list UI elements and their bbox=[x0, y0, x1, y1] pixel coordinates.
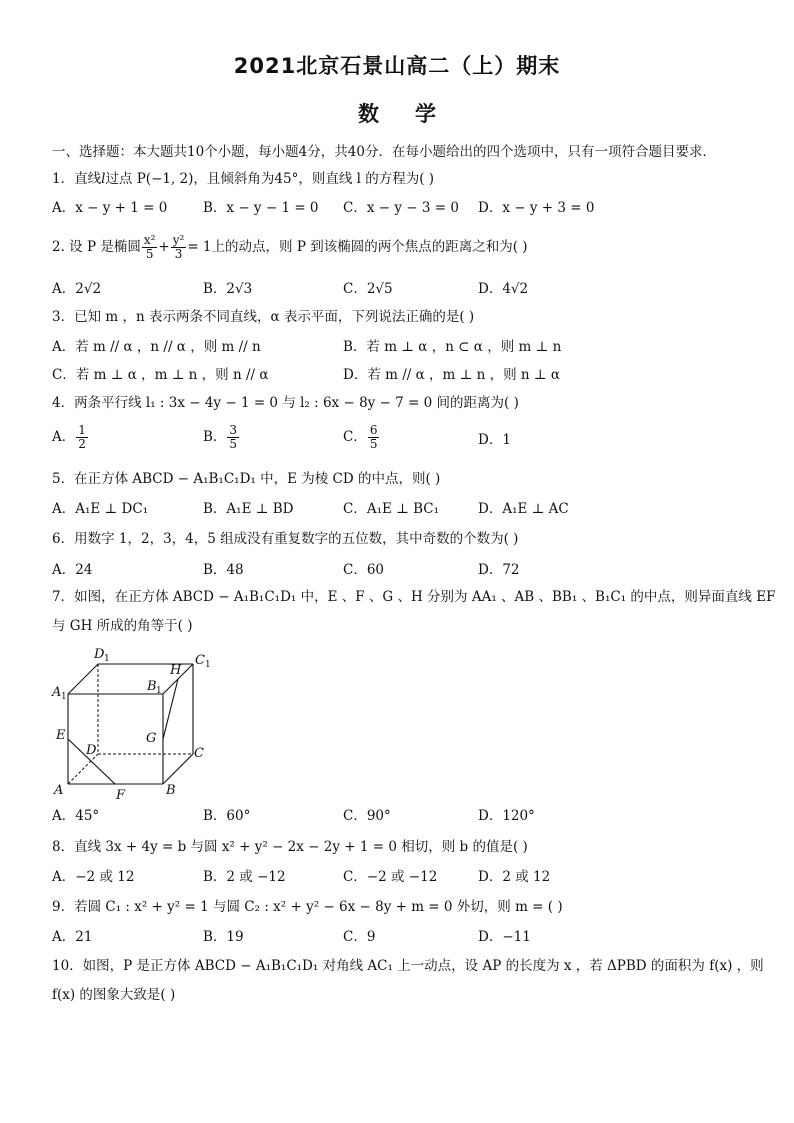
question-10: 10．如图，P 是正方体 ABCD − A₁B₁C₁D₁ 对角线 AC₁ 上一动点，设 AP 的长度为 x ，若 ΔPBD 的面积为 f(x) ，则 bbox=[52, 958, 764, 974]
q7-option-b: B．60° bbox=[203, 808, 251, 824]
page-title: 2021北京石景山高二（上）期末 bbox=[233, 54, 561, 78]
q1-option-d: D．x − y + 3 = 0 bbox=[478, 200, 595, 216]
q7-option-a: A．45° bbox=[52, 808, 100, 824]
label-a: A bbox=[54, 783, 64, 798]
label-b1: B bbox=[147, 679, 157, 694]
question-3: 3．已知 m ，n 表示两条不同直线，α 表示平面，下列说法正确的是( ) bbox=[52, 309, 475, 325]
label-a1-sub: 1 bbox=[61, 692, 67, 702]
q1-option-c: C．x − y − 3 = 0 bbox=[343, 200, 459, 216]
q8-option-c: C．−2 或 −12 bbox=[343, 869, 438, 885]
q7-option-c: C．90° bbox=[343, 808, 391, 824]
label-b: B bbox=[166, 783, 176, 798]
section-heading: 一、选择题：本大题共10个小题，每小题4分，共40分．在每小题给出的四个选项中，只有一项符合题目要求． bbox=[52, 144, 716, 160]
q6-option-a: A．24 bbox=[52, 562, 93, 578]
question-2: 2. 设 P 是椭圆 $\frac{\text{x²}}{5}$ + $\frac{\text{y²}}{3}$ = 1上的动点，则 P 到该椭圆的两个焦点的距离之和为( ) bbox=[52, 233, 528, 261]
q9-option-a: A．21 bbox=[52, 929, 93, 945]
label-c1: C bbox=[195, 653, 205, 668]
question-7-cont: 与 GH 所成的角等于( ) bbox=[52, 618, 193, 634]
q9-option-b: B．19 bbox=[203, 929, 244, 945]
q3-option-c: C．若 m ⊥ α ，m ⊥ n ，则 n // α bbox=[52, 367, 269, 383]
q5-option-c: C．A₁E ⊥ BC₁ bbox=[343, 501, 440, 517]
label-d1-sub: 1 bbox=[104, 654, 110, 664]
q9-option-d: D．−11 bbox=[478, 929, 531, 945]
label-d1: D bbox=[94, 647, 105, 662]
question-6: 6．用数字 1，2，3，4，5 组成没有重复数字的五位数，其中奇数的个数为( ) bbox=[52, 531, 519, 547]
q8-option-b: B．2 或 −12 bbox=[203, 869, 286, 885]
label-e: E bbox=[56, 728, 66, 743]
q9-option-c: C．9 bbox=[343, 929, 376, 945]
label-d: D bbox=[86, 743, 97, 758]
label-c: C bbox=[194, 746, 204, 761]
q8-option-a: A．−2 或 12 bbox=[52, 869, 135, 885]
q4-option-a: A． $\frac{1}{2}$ bbox=[52, 423, 86, 451]
q5-option-d: D．A₁E ⊥ AC bbox=[478, 501, 569, 517]
q4-option-d: D．1 bbox=[478, 432, 511, 448]
question-9: 9．若圆 C₁ : x² + y² = 1 与圆 C₂ : x² + y² − 6x − 8y + m = 0 外切，则 m = ( ) bbox=[52, 899, 563, 915]
question-7: 7．如图，在正方体 ABCD − A₁B₁C₁D₁ 中，E 、F 、G 、H 分别为 AA₁ 、AB 、BB₁ 、B₁C₁ 的中点，则异面直线 EF bbox=[52, 589, 776, 605]
q2-option-c: C．2√5 bbox=[343, 281, 393, 297]
question-10-cont: f(x) 的图象大致是( ) bbox=[52, 987, 176, 1003]
q3-option-b: B．若 m ⊥ α ，n ⊂ α ，则 m ⊥ n bbox=[343, 339, 562, 355]
question-5: 5．在正方体 ABCD − A₁B₁C₁D₁ 中，E 为棱 CD 的中点，则( ) bbox=[52, 471, 441, 487]
subject-title: 数学 bbox=[358, 102, 472, 126]
q5-option-b: B．A₁E ⊥ BD bbox=[203, 501, 294, 517]
q7-option-d: D．120° bbox=[478, 808, 535, 824]
q8-option-d: D．2 或 12 bbox=[478, 869, 551, 885]
q3-option-d: D．若 m // α ，m ⊥ n ，则 n ⊥ α bbox=[343, 367, 560, 383]
q3-option-a: A．若 m // α ，n // α ，则 m // n bbox=[52, 339, 261, 355]
q5-option-a: A．A₁E ⊥ DC₁ bbox=[52, 501, 149, 517]
q2-option-b: B．2√3 bbox=[203, 281, 253, 297]
q6-option-d: D．72 bbox=[478, 562, 520, 578]
q6-option-b: B．48 bbox=[203, 562, 244, 578]
question-1: 1．直线l过点 P(−1, 2)，且倾斜角为45°，则直线 l 的方程为( ) bbox=[52, 171, 435, 187]
q4-option-c: C． $\frac{6}{5}$ bbox=[343, 423, 378, 451]
q1-option-b: B．x − y − 1 = 0 bbox=[203, 200, 319, 216]
label-a1: A bbox=[52, 685, 62, 700]
q4-option-b: B． $\frac{3}{5}$ bbox=[203, 423, 238, 451]
cube-figure bbox=[48, 644, 218, 804]
label-g: G bbox=[146, 731, 157, 746]
question-8: 8．直线 3x + 4y = b 与圆 x² + y² − 2x − 2y + 1 = 0 相切，则 b 的值是( ) bbox=[52, 839, 528, 855]
q2-option-d: D．4√2 bbox=[478, 281, 529, 297]
q6-option-c: C．60 bbox=[343, 562, 385, 578]
question-4: 4．两条平行线 l₁ : 3x − 4y − 1 = 0 与 l₂ : 6x − 8y − 7 = 0 间的距离为( ) bbox=[52, 395, 519, 411]
label-h: H bbox=[170, 663, 182, 678]
label-c1-sub: 1 bbox=[205, 660, 211, 670]
label-b1-sub: 1 bbox=[156, 686, 162, 696]
q2-option-a: A．2√2 bbox=[52, 281, 102, 297]
label-f: F bbox=[116, 788, 126, 803]
q1-option-a: A．x − y + 1 = 0 bbox=[52, 200, 168, 216]
